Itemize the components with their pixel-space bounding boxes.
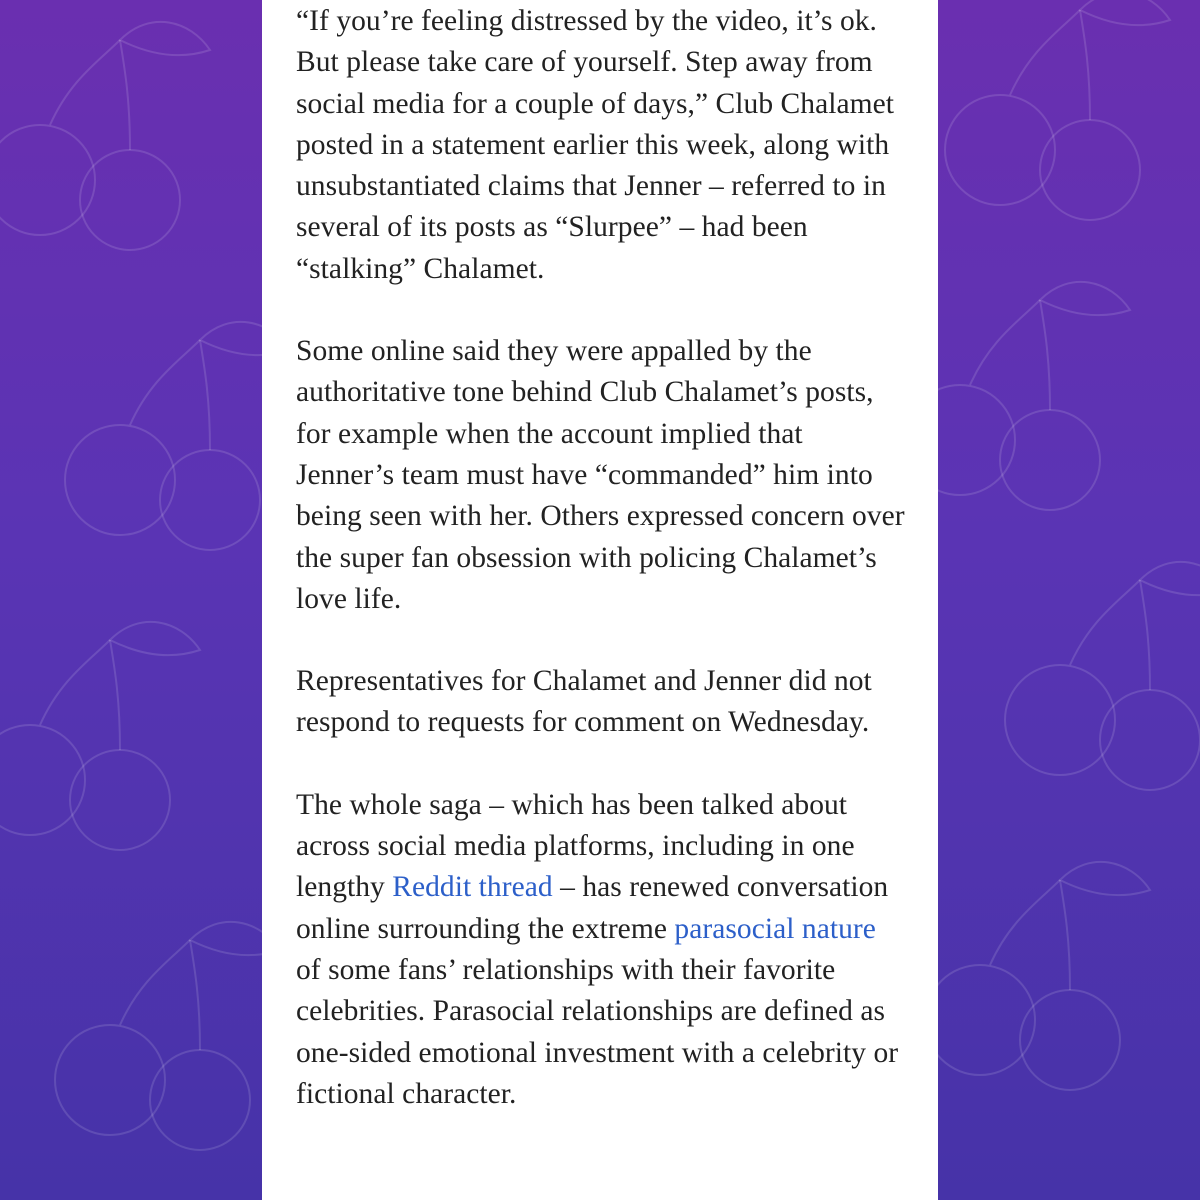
article-body [262, 0, 938, 1200]
paragraph-spacer [296, 290, 908, 331]
article-paragraph-3: Representatives for Chalamet and Jenner did not respond to requests for comment on Wednesday. [296, 665, 872, 739]
paragraph-spacer [296, 620, 908, 661]
paragraph-spacer [296, 744, 908, 785]
article-paragraph-4 [296, 785, 908, 1115]
parasocial-nature-link[interactable]: parasocial nature [674, 912, 876, 945]
reddit-thread-link[interactable]: Reddit thread [392, 871, 553, 904]
article-paragraph-1: “If you’re feeling distressed by the video, it’s ok. But please take care of yourself. Step away from social media for a couple of days,” Club Chalamet posted in a statement earlier this week, along with unsubstantiated claims that Jenner – referred to in several of its posts as “Slurpee” – had been “stalking” Chalamet. [296, 5, 894, 285]
paragraph-4-text-3: of some fans’ relationships with their favorite celebrities. Parasocial relationships are defined as one-sided emotional investment with a celebrity or fictional character. [296, 953, 899, 1110]
paragraph-4-text-1: The whole saga – which has been talked about across social media platforms, including in one lengthy [296, 788, 855, 904]
paragraph-4-text-2: – has renewed conversation online surrounding the extreme [296, 871, 889, 945]
article-paragraph-2: Some online said they were appalled by the authoritative tone behind Club Chalamet’s posts, for example when the account implied that Jenner’s team must have “commanded” him into being seen with her. Others expressed concern over the super fan obsession with policing Chalamet’s love life. [296, 335, 905, 615]
